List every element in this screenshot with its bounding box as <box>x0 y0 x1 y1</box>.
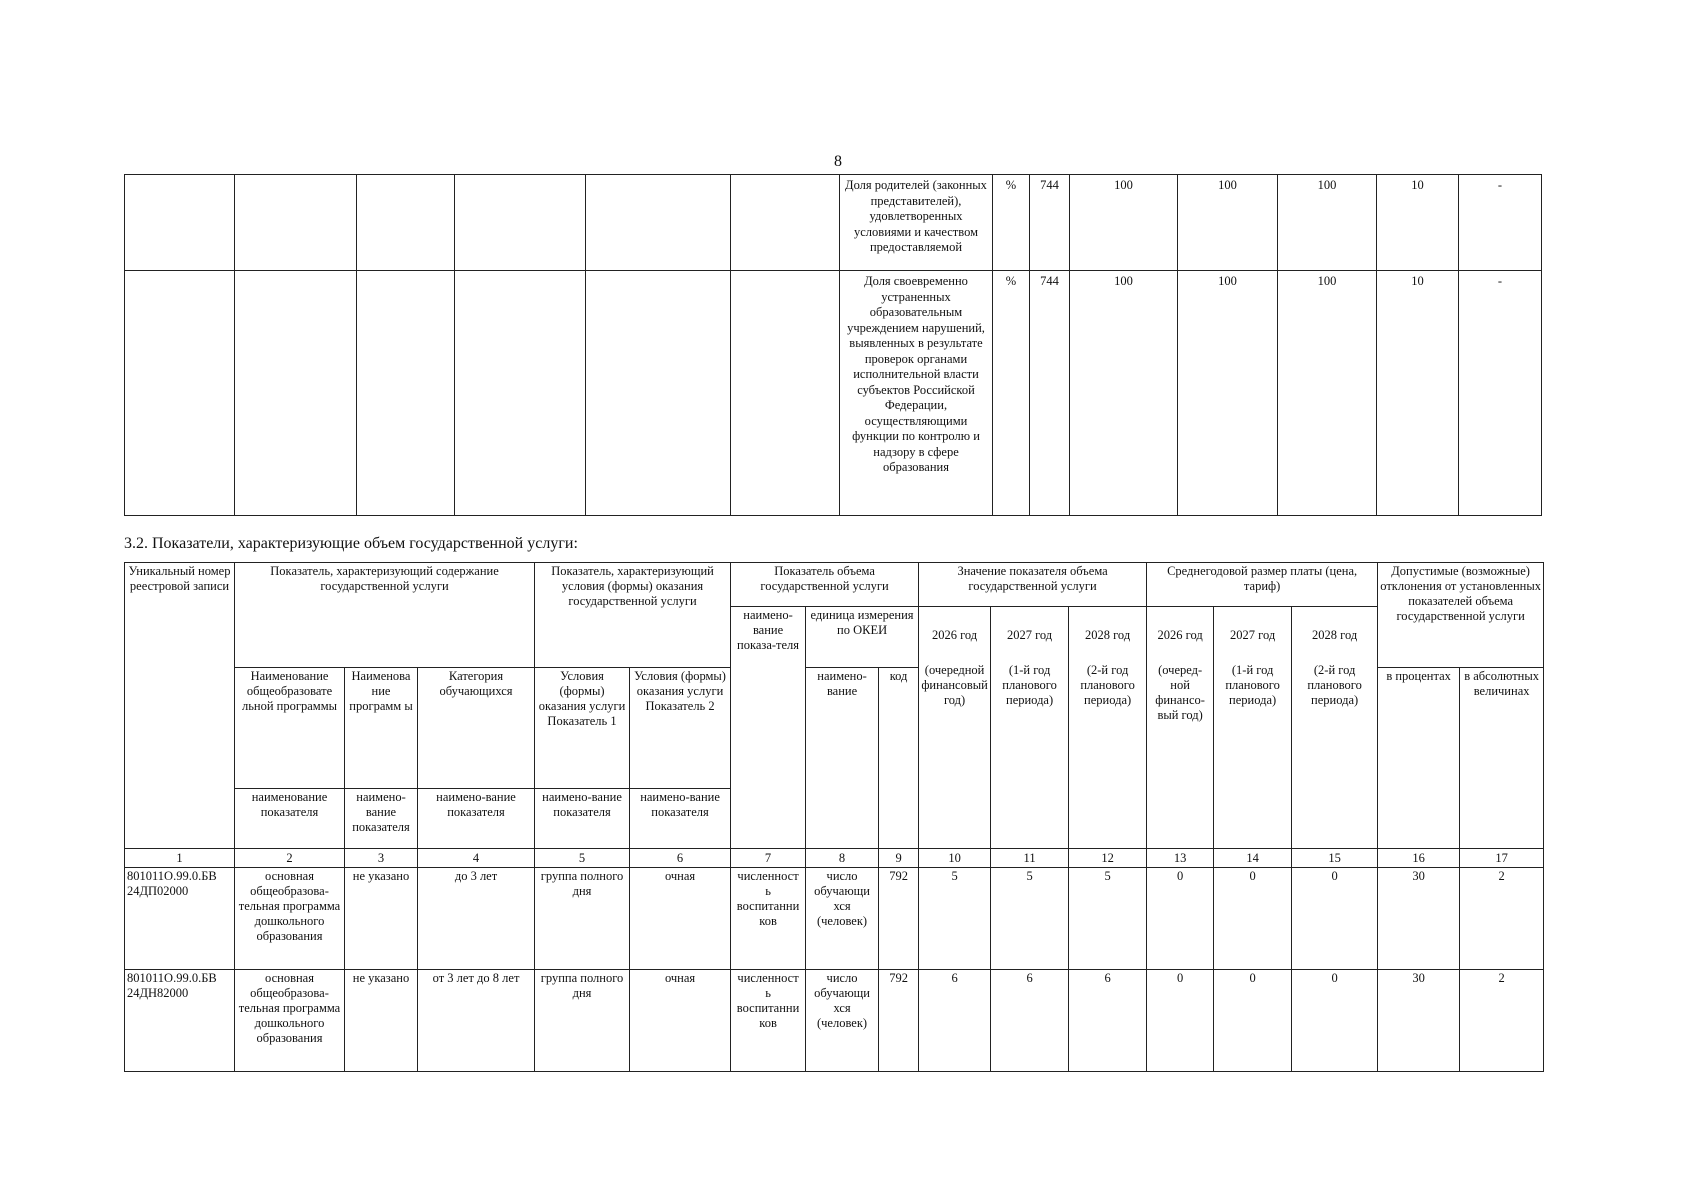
condition-2-cell: очная <box>630 868 731 970</box>
page-number: 8 <box>834 153 842 170</box>
indicator-name-label: наимено-вание показателя <box>535 789 630 849</box>
unit-code-header: код <box>879 668 919 849</box>
indicator-name-label: наимено-вание показателя <box>345 789 418 849</box>
column-number: 10 <box>919 849 991 868</box>
unit-okei-header: единица измерения по ОКЕИ <box>806 607 919 668</box>
value-2028-cell: 6 <box>1069 970 1147 1072</box>
deviation-absolute-cell: - <box>1459 175 1542 271</box>
fee-2026-cell: 0 <box>1147 868 1214 970</box>
column-number: 1 <box>125 849 235 868</box>
okei-code-cell: 744 <box>1030 175 1070 271</box>
indicator-name-label: наимено-вание показателя <box>418 789 535 849</box>
condition-2-cell: очная <box>630 970 731 1072</box>
content-indicator-header: Показатель, характеризующий содержание государственной услуги <box>235 563 535 668</box>
year-2027-header <box>991 607 1069 849</box>
volume-indicators-table <box>124 562 1544 1072</box>
program-name-header: Наименование общеобразовате льной программы <box>235 668 345 789</box>
condition-1-cell: группа полного дня <box>535 868 630 970</box>
column-number: 4 <box>418 849 535 868</box>
program-cell: основная общеобразова-тельная программа дошкольного образования <box>235 868 345 970</box>
category-cell: до 3 лет <box>418 868 535 970</box>
fee-2028-cell: 0 <box>1292 868 1378 970</box>
fee-2026-label: 2026 год <box>1157 628 1203 642</box>
deviation-percent-cell: 30 <box>1378 970 1460 1072</box>
value-2027-cell: 6 <box>991 970 1069 1072</box>
unit-cell: % <box>993 175 1030 271</box>
fee-2028-header <box>1292 607 1378 849</box>
fee-2027-label: 2027 год <box>1230 628 1276 642</box>
quality-indicators-continuation-table <box>124 174 1542 516</box>
column-number: 16 <box>1378 849 1460 868</box>
value-2026-cell: 100 <box>1070 175 1178 271</box>
unit-name-header: наимено-вание <box>806 668 879 849</box>
table-header-row <box>125 563 1544 607</box>
okei-code-cell: 744 <box>1030 271 1070 516</box>
deviation-percent-cell: 30 <box>1378 868 1460 970</box>
column-number: 17 <box>1460 849 1544 868</box>
table-row <box>125 868 1544 970</box>
unit-code-cell: 792 <box>879 970 919 1072</box>
unit-code-cell: 792 <box>879 868 919 970</box>
fee-2028-label: 2028 год <box>1312 628 1358 642</box>
year-2028-note: (2-й год планового периода) <box>1080 663 1135 707</box>
fee-2026-note: (очеред-ной финансо-вый год) <box>1155 663 1205 722</box>
column-number: 7 <box>731 849 806 868</box>
deviation-percent-cell: 10 <box>1377 271 1459 516</box>
column-number: 5 <box>535 849 630 868</box>
fee-2027-cell: 0 <box>1214 868 1292 970</box>
deviation-absolute-header: в абсолютных величинах <box>1460 668 1544 849</box>
value-2026-cell: 6 <box>919 970 991 1072</box>
program-cell: основная общеобразова-тельная программа дошкольного образования <box>235 970 345 1072</box>
column-number: 9 <box>879 849 919 868</box>
column-number: 13 <box>1147 849 1214 868</box>
year-2026-label: 2026 год <box>931 628 978 642</box>
column-number: 15 <box>1292 849 1378 868</box>
year-2026-header <box>919 607 991 849</box>
deviation-percent-header: в процентах <box>1378 668 1460 849</box>
unit-cell: % <box>993 271 1030 516</box>
fee-2027-note: (1-й год планового периода) <box>1225 663 1280 707</box>
value-2026-cell: 5 <box>919 868 991 970</box>
conditions-indicator-header: Показатель, характеризующий условия (формы) оказания государственной услуги <box>535 563 731 668</box>
value-2027-cell: 5 <box>991 868 1069 970</box>
column-number: 2 <box>235 849 345 868</box>
table-row <box>125 271 1542 516</box>
value-2027-cell: 100 <box>1178 175 1278 271</box>
category-cell: от 3 лет до 8 лет <box>418 970 535 1072</box>
registry-number-cell: 801011О.99.0.БВ 24ДН82000 <box>125 970 235 1072</box>
programs-cell: не указано <box>345 970 418 1072</box>
fee-2027-cell: 0 <box>1214 970 1292 1072</box>
unit-name-cell: число обучающи хся (человек) <box>806 970 879 1072</box>
unit-name-cell: число обучающи хся (человек) <box>806 868 879 970</box>
condition-1-header: Условия (формы) оказания услуги Показатель 1 <box>535 668 630 789</box>
column-number: 8 <box>806 849 879 868</box>
year-2027-label: 2027 год <box>1006 628 1053 642</box>
volume-value-header: Значение показателя объема государственной услуги <box>919 563 1147 607</box>
indicator-cell: численност ь воспитанни ков <box>731 868 806 970</box>
indicator-cell: численност ь воспитанни ков <box>731 970 806 1072</box>
programs-header: Наименова ние программ ы <box>345 668 418 789</box>
value-2027-cell: 100 <box>1178 271 1278 516</box>
year-2028-label: 2028 год <box>1084 628 1131 642</box>
deviation-absolute-cell: 2 <box>1460 868 1544 970</box>
table-row <box>125 970 1544 1072</box>
column-number: 14 <box>1214 849 1292 868</box>
value-2026-cell: 100 <box>1070 271 1178 516</box>
category-header: Категория обучающихся <box>418 668 535 789</box>
deviation-percent-cell: 10 <box>1377 175 1459 271</box>
column-numbers-row <box>125 849 1544 868</box>
programs-cell: не указано <box>345 868 418 970</box>
indicator-name-label: наимено-вание показателя <box>630 789 731 849</box>
registry-number-header: Уникальный номер реестровой записи <box>125 563 235 849</box>
quality-indicator-name: Доля родителей (законных представителей), удовлетворенных условиями и качеством предоставляемой <box>840 175 993 271</box>
column-number: 6 <box>630 849 731 868</box>
fee-2026-header <box>1147 607 1214 849</box>
volume-indicator-header: Показатель объема государственной услуги <box>731 563 919 607</box>
column-number: 3 <box>345 849 418 868</box>
section-title: 3.2. Показатели, характеризующие объем государственной услуги: <box>124 535 578 552</box>
value-2028-cell: 100 <box>1278 271 1377 516</box>
fee-2028-note: (2-й год планового периода) <box>1307 663 1362 707</box>
quality-indicator-name: Доля своевременно устраненных образовательным учреждением нарушений, выявленных в результате проверок органами исполнительной власти субъектов Российской Федерации, осуществляющими функции по контролю и надзору в сфере образования <box>840 271 993 516</box>
value-2028-cell: 5 <box>1069 868 1147 970</box>
fee-2026-cell: 0 <box>1147 970 1214 1072</box>
year-2027-note: (1-й год планового периода) <box>1002 663 1057 707</box>
deviation-header: Допустимые (возможные) отклонения от установленных показателей объема государственной услуги <box>1378 563 1544 668</box>
registry-number-cell: 801011О.99.0.БВ 24ДП02000 <box>125 868 235 970</box>
condition-2-header: Условия (формы) оказания услуги Показатель 2 <box>630 668 731 789</box>
deviation-absolute-cell: 2 <box>1460 970 1544 1072</box>
fee-2028-cell: 0 <box>1292 970 1378 1072</box>
column-number: 11 <box>991 849 1069 868</box>
year-2028-header <box>1069 607 1147 849</box>
table-row <box>125 175 1542 271</box>
indicator-name-header: наимено-вание показа-теля <box>731 607 806 849</box>
indicator-name-label: наименование показателя <box>235 789 345 849</box>
column-number: 12 <box>1069 849 1147 868</box>
average-fee-header: Среднегодовой размер платы (цена, тариф) <box>1147 563 1378 607</box>
fee-2027-header <box>1214 607 1292 849</box>
condition-1-cell: группа полного дня <box>535 970 630 1072</box>
value-2028-cell: 100 <box>1278 175 1377 271</box>
year-2026-note: (очередной финансовый год) <box>921 663 988 707</box>
deviation-absolute-cell: - <box>1459 271 1542 516</box>
